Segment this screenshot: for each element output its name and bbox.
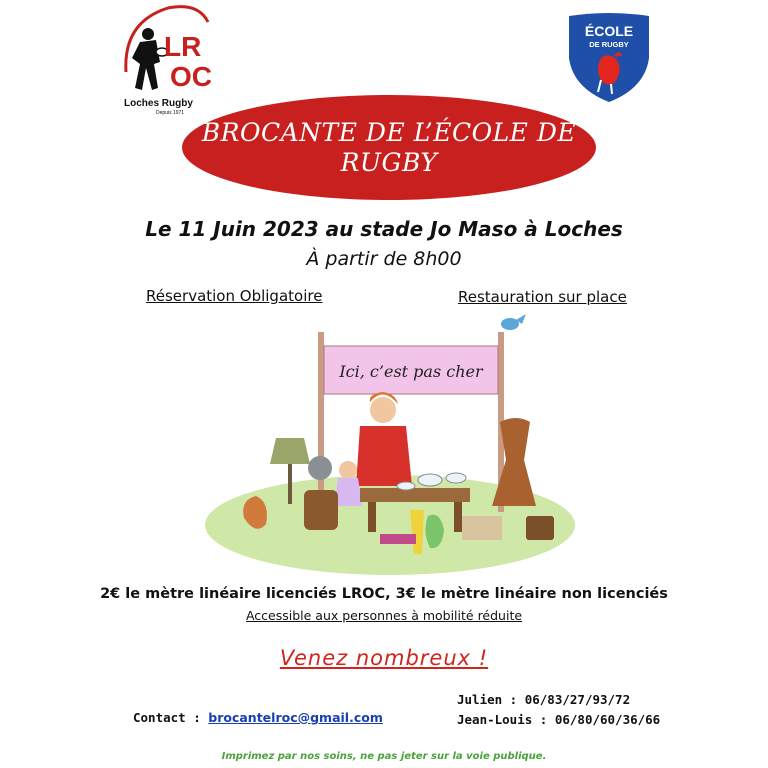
bird-icon: [501, 314, 526, 330]
call-to-action: Venez nombreux !: [279, 646, 489, 670]
footer-notice: Imprimez par nos soins, ne pas jeter sur la voie publique.: [221, 751, 547, 762]
logo-lr: LR: [164, 31, 202, 62]
reservation-note: Réservation Obligatoire: [146, 287, 323, 305]
ecole-de-rugby-logo: [565, 12, 653, 104]
seller-woman: [356, 392, 412, 486]
restauration-note: Restauration sur place: [458, 288, 627, 306]
ecole-line1: ÉCOLE: [584, 23, 634, 39]
logo-since: Depuis 1971: [156, 110, 185, 116]
event-start-time: À partir de 8h00: [306, 248, 462, 270]
title-line-2: RUGBY: [340, 147, 438, 177]
title-line-1: BROCANTE DE L’ÉCOLE DE: [201, 117, 577, 147]
phone-number: 06/83/27/93/72: [524, 692, 631, 707]
phone-list: [457, 690, 660, 730]
banner-pole-left: [318, 332, 324, 512]
phone-name: Julien: [457, 692, 503, 707]
logo-oc: OC: [170, 61, 212, 92]
phone-name: Jean-Louis: [457, 712, 533, 727]
cardboard-box: [462, 516, 502, 540]
contact-label: Contact :: [133, 710, 201, 725]
phone-entry-julien: Julien : 06/83/27/93/72: [457, 692, 631, 707]
rug: [380, 534, 416, 544]
rugby-player-icon: [132, 28, 168, 90]
table-top: [360, 488, 470, 502]
logo-name: Loches Rugby: [124, 98, 193, 109]
accessibility-note: Accessible aux personnes à mobilité réduite: [245, 608, 523, 623]
table-leg-right: [454, 502, 462, 532]
event-date-location: Le 11 Juin 2023 au stade Jo Maso à Loches: [145, 217, 623, 241]
ecole-line2: DE RUGBY: [589, 40, 629, 49]
contact-email-link[interactable]: brocantelroc@gmail.com: [208, 710, 383, 725]
contact-block: [133, 710, 383, 725]
flea-market-illustration: [200, 310, 580, 580]
phone-entry-jean-louis: Jean-Louis : 06/80/60/36/66: [457, 712, 661, 727]
drum: [526, 516, 554, 540]
banner-text: Ici, c’est pas cher: [339, 362, 483, 381]
title-banner: [182, 95, 596, 200]
phone-number: 06/80/60/36/66: [554, 712, 661, 727]
cat-on-barrel: [304, 456, 338, 530]
lroc-logo: [118, 2, 213, 117]
pricing-line: 2€ le mètre linéaire licenciés LROC, 3€ le mètre linéaire non licenciés: [100, 586, 668, 602]
table-leg-left: [368, 502, 376, 532]
